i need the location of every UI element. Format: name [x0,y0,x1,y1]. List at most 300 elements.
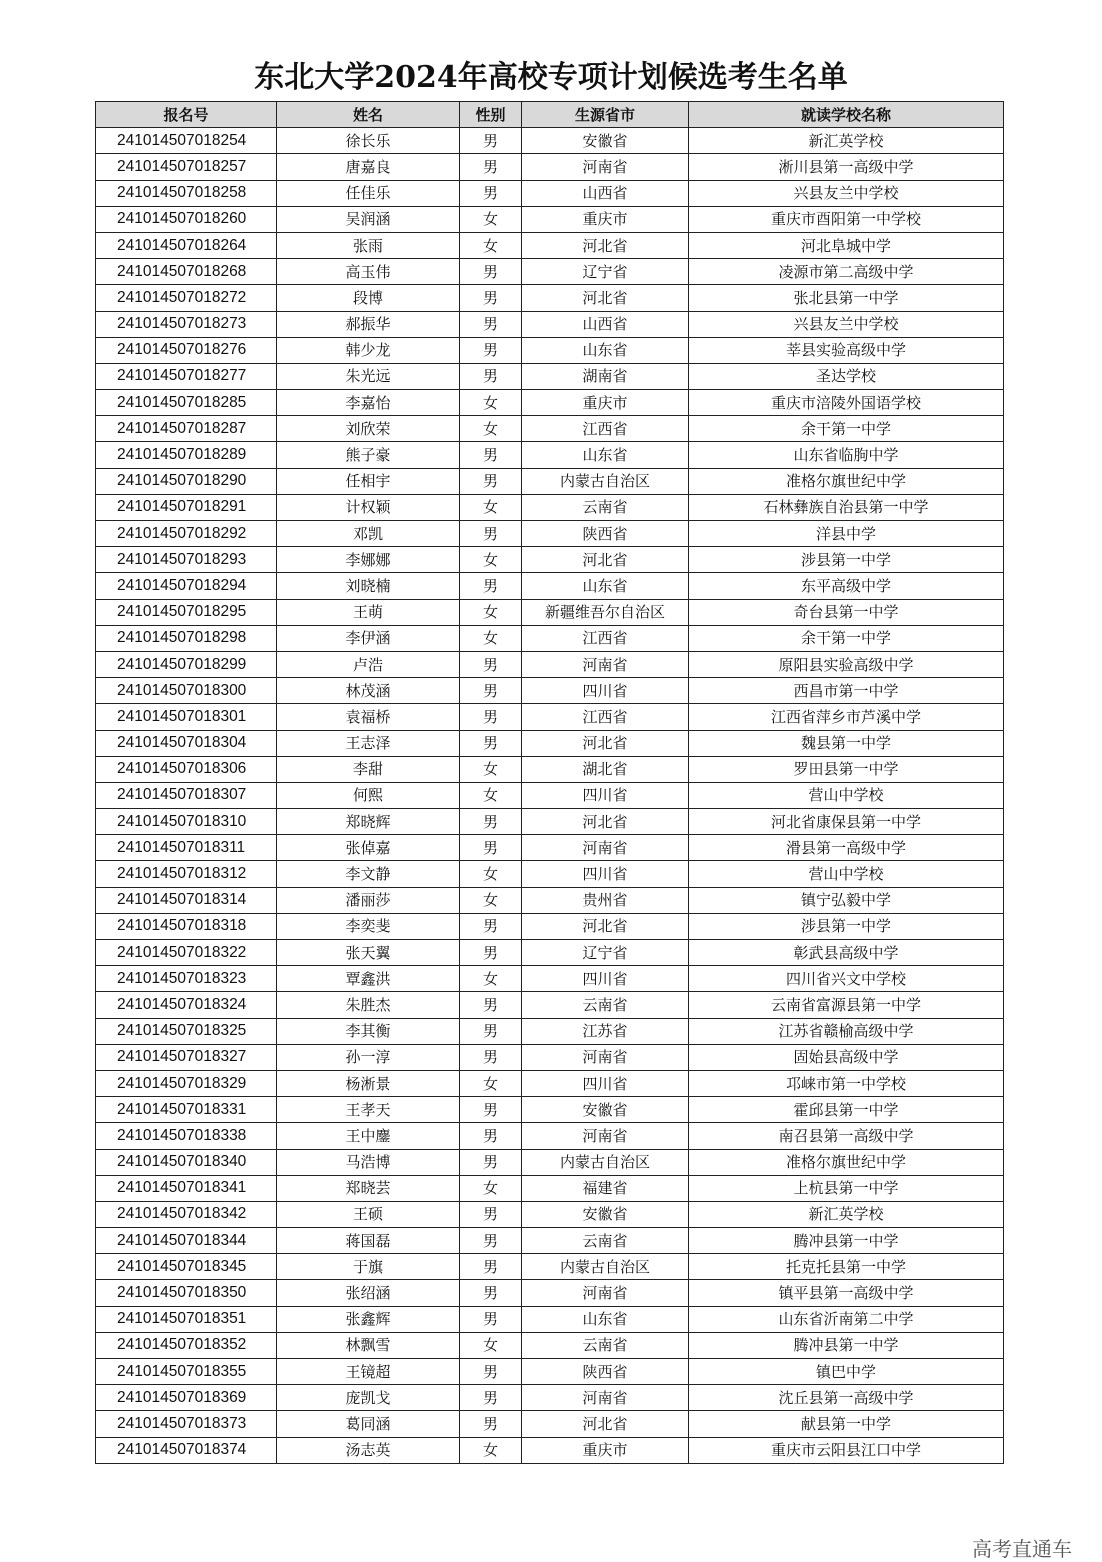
table-row [96,756,1004,782]
table-row [96,180,1004,206]
table-row [96,206,1004,232]
name-cell: 庞凯戈 [277,1385,460,1411]
registration-number-cell: 241014507018264 [96,232,277,258]
school-cell: 准格尔旗世纪中学 [689,468,1004,494]
school-cell: 重庆市涪陵外国语学校 [689,390,1004,416]
province-cell: 山东省 [522,573,689,599]
name-cell: 计权颖 [277,494,460,520]
province-cell: 河南省 [522,154,689,180]
province-cell: 四川省 [522,678,689,704]
gender-cell: 男 [460,363,522,389]
school-cell: 江西省萍乡市芦溪中学 [689,704,1004,730]
name-cell: 任相宇 [277,468,460,494]
registration-number-cell: 241014507018273 [96,311,277,337]
table-row [96,1070,1004,1096]
province-cell: 四川省 [522,861,689,887]
registration-number-cell: 241014507018338 [96,1123,277,1149]
page-title: 东北大学2024年高校专项计划候选考生名单 [254,60,848,95]
name-cell: 王中鏖 [277,1123,460,1149]
table-row [96,468,1004,494]
gender-cell: 男 [460,521,522,547]
gender-cell: 女 [460,206,522,232]
gender-cell: 女 [460,416,522,442]
school-cell: 张北县第一中学 [689,285,1004,311]
gender-cell: 女 [460,390,522,416]
province-cell: 安徽省 [522,128,689,154]
gender-cell: 男 [460,573,522,599]
name-cell: 郑晓芸 [277,1175,460,1201]
gender-cell: 女 [460,1437,522,1463]
name-cell: 覃鑫洪 [277,966,460,992]
gender-cell: 男 [460,678,522,704]
province-cell: 湖南省 [522,363,689,389]
name-cell: 李文静 [277,861,460,887]
table-row [96,625,1004,651]
name-cell: 李伊涵 [277,625,460,651]
gender-cell: 女 [460,861,522,887]
registration-number-cell: 241014507018301 [96,704,277,730]
registration-number-cell: 241014507018289 [96,442,277,468]
gender-cell: 男 [460,730,522,756]
gender-cell: 男 [460,940,522,966]
name-cell: 刘欣荣 [277,416,460,442]
registration-number-cell: 241014507018276 [96,337,277,363]
name-cell: 李甜 [277,756,460,782]
table-row [96,494,1004,520]
name-cell: 王志泽 [277,730,460,756]
table-row [96,1254,1004,1280]
name-cell: 朱光远 [277,363,460,389]
name-cell: 李其衡 [277,1018,460,1044]
registration-number-cell: 241014507018314 [96,887,277,913]
province-cell: 贵州省 [522,887,689,913]
name-cell: 张雨 [277,232,460,258]
school-cell: 东平高级中学 [689,573,1004,599]
school-cell: 献县第一中学 [689,1411,1004,1437]
table-row [96,1385,1004,1411]
name-cell: 林飘雪 [277,1332,460,1358]
province-cell: 内蒙古自治区 [522,468,689,494]
gender-cell: 男 [460,285,522,311]
registration-number-cell: 241014507018374 [96,1437,277,1463]
school-cell: 兴县友兰中学校 [689,311,1004,337]
school-cell: 西昌市第一中学 [689,678,1004,704]
name-cell: 孙一淳 [277,1044,460,1070]
table-row [96,337,1004,363]
gender-cell: 女 [460,625,522,651]
school-cell: 石林彝族自治县第一中学 [689,494,1004,520]
province-cell: 河北省 [522,285,689,311]
table-header-row [96,102,1004,128]
name-cell: 王硕 [277,1201,460,1227]
province-cell: 辽宁省 [522,940,689,966]
province-cell: 内蒙古自治区 [522,1149,689,1175]
province-cell: 河北省 [522,730,689,756]
name-cell: 任佳乐 [277,180,460,206]
registration-number-cell: 241014507018327 [96,1044,277,1070]
name-cell: 郝振华 [277,311,460,337]
registration-number-cell: 241014507018329 [96,1070,277,1096]
province-cell: 重庆市 [522,206,689,232]
gender-cell: 男 [460,1359,522,1385]
name-cell: 王萌 [277,599,460,625]
name-cell: 李奕斐 [277,913,460,939]
gender-cell: 女 [460,232,522,258]
table-row [96,1228,1004,1254]
registration-number-cell: 241014507018341 [96,1175,277,1201]
province-cell: 江西省 [522,416,689,442]
province-cell: 福建省 [522,1175,689,1201]
name-cell: 刘晓楠 [277,573,460,599]
gender-cell: 男 [460,1228,522,1254]
header-name: 姓名 [277,102,460,128]
province-cell: 四川省 [522,966,689,992]
gender-cell: 男 [460,1385,522,1411]
table-row [96,547,1004,573]
province-cell: 四川省 [522,1070,689,1096]
school-cell: 镇巴中学 [689,1359,1004,1385]
province-cell: 云南省 [522,1332,689,1358]
registration-number-cell: 241014507018369 [96,1385,277,1411]
province-cell: 山西省 [522,180,689,206]
gender-cell: 男 [460,1280,522,1306]
table-row [96,704,1004,730]
gender-cell: 女 [460,1332,522,1358]
table-row [96,1359,1004,1385]
table-row [96,651,1004,677]
gender-cell: 男 [460,259,522,285]
gender-cell: 男 [460,1123,522,1149]
name-cell: 林茂涵 [277,678,460,704]
province-cell: 云南省 [522,494,689,520]
table-row [96,835,1004,861]
school-cell: 云南省富源县第一中学 [689,992,1004,1018]
school-cell: 重庆市酉阳第一中学校 [689,206,1004,232]
registration-number-cell: 241014507018300 [96,678,277,704]
school-cell: 江苏省赣榆高级中学 [689,1018,1004,1044]
name-cell: 郑晓辉 [277,809,460,835]
name-cell: 高玉伟 [277,259,460,285]
school-cell: 腾冲县第一中学 [689,1228,1004,1254]
registration-number-cell: 241014507018272 [96,285,277,311]
registration-number-cell: 241014507018285 [96,390,277,416]
registration-number-cell: 241014507018373 [96,1411,277,1437]
province-cell: 河南省 [522,1280,689,1306]
name-cell: 杨淅景 [277,1070,460,1096]
registration-number-cell: 241014507018257 [96,154,277,180]
registration-number-cell: 241014507018352 [96,1332,277,1358]
gender-cell: 男 [460,1411,522,1437]
registration-number-cell: 241014507018318 [96,913,277,939]
registration-number-cell: 241014507018345 [96,1254,277,1280]
gender-cell: 男 [460,835,522,861]
registration-number-cell: 241014507018310 [96,809,277,835]
province-cell: 河南省 [522,651,689,677]
province-cell: 河北省 [522,809,689,835]
registration-number-cell: 241014507018290 [96,468,277,494]
table-row [96,887,1004,913]
name-cell: 张鑫辉 [277,1306,460,1332]
table-row [96,1437,1004,1463]
gender-cell: 男 [460,468,522,494]
table-row [96,1411,1004,1437]
table-row [96,1175,1004,1201]
province-cell: 安徽省 [522,1201,689,1227]
province-cell: 河北省 [522,1411,689,1437]
gender-cell: 男 [460,337,522,363]
table-row [96,992,1004,1018]
province-cell: 河北省 [522,547,689,573]
name-cell: 卢浩 [277,651,460,677]
registration-number-cell: 241014507018287 [96,416,277,442]
table-row [96,1123,1004,1149]
name-cell: 张倬嘉 [277,835,460,861]
gender-cell: 女 [460,756,522,782]
table-row [96,442,1004,468]
school-cell: 固始县高级中学 [689,1044,1004,1070]
name-cell: 徐长乐 [277,128,460,154]
registration-number-cell: 241014507018299 [96,651,277,677]
table-row [96,390,1004,416]
table-body [96,128,1004,1464]
registration-number-cell: 241014507018307 [96,782,277,808]
school-cell: 镇宁弘毅中学 [689,887,1004,913]
province-cell: 重庆市 [522,1437,689,1463]
school-cell: 魏县第一中学 [689,730,1004,756]
province-cell: 四川省 [522,782,689,808]
table-row [96,1280,1004,1306]
watermark: 高考直通车 [972,1537,1072,1561]
registration-number-cell: 241014507018306 [96,756,277,782]
province-cell: 山东省 [522,442,689,468]
province-cell: 云南省 [522,992,689,1018]
school-cell: 余干第一中学 [689,416,1004,442]
gender-cell: 男 [460,651,522,677]
school-cell: 四川省兴文中学校 [689,966,1004,992]
school-cell: 南召县第一高级中学 [689,1123,1004,1149]
province-cell: 陕西省 [522,1359,689,1385]
table-row [96,573,1004,599]
province-cell: 江西省 [522,704,689,730]
gender-cell: 男 [460,1044,522,1070]
name-cell: 汤志英 [277,1437,460,1463]
school-cell: 营山中学校 [689,861,1004,887]
registration-number-cell: 241014507018322 [96,940,277,966]
name-cell: 熊子豪 [277,442,460,468]
table-row [96,1332,1004,1358]
gender-cell: 男 [460,1018,522,1044]
name-cell: 吴润涵 [277,206,460,232]
name-cell: 李娜娜 [277,547,460,573]
table-row [96,232,1004,258]
table-row [96,1201,1004,1227]
province-cell: 云南省 [522,1228,689,1254]
registration-number-cell: 241014507018312 [96,861,277,887]
name-cell: 袁福桥 [277,704,460,730]
table-row [96,1097,1004,1123]
name-cell: 王孝天 [277,1097,460,1123]
province-cell: 山西省 [522,311,689,337]
registration-number-cell: 241014507018304 [96,730,277,756]
table-row [96,1306,1004,1332]
header-registration-number: 报名号 [96,102,277,128]
table-row [96,782,1004,808]
name-cell: 马浩博 [277,1149,460,1175]
name-cell: 王镜超 [277,1359,460,1385]
gender-cell: 女 [460,1175,522,1201]
school-cell: 托克托县第一中学 [689,1254,1004,1280]
table-row [96,861,1004,887]
table-row [96,1018,1004,1044]
gender-cell: 男 [460,913,522,939]
province-cell: 湖北省 [522,756,689,782]
school-cell: 邛崃市第一中学校 [689,1070,1004,1096]
gender-cell: 男 [460,128,522,154]
registration-number-cell: 241014507018294 [96,573,277,599]
school-cell: 腾冲县第一中学 [689,1332,1004,1358]
registration-number-cell: 241014507018325 [96,1018,277,1044]
candidate-table [95,101,1004,1464]
gender-cell: 女 [460,1070,522,1096]
province-cell: 陕西省 [522,521,689,547]
province-cell: 河南省 [522,1044,689,1070]
school-cell: 涉县第一中学 [689,913,1004,939]
registration-number-cell: 241014507018324 [96,992,277,1018]
table-row [96,416,1004,442]
table-row [96,521,1004,547]
name-cell: 唐嘉良 [277,154,460,180]
registration-number-cell: 241014507018340 [96,1149,277,1175]
school-cell: 彰武县高级中学 [689,940,1004,966]
province-cell: 内蒙古自治区 [522,1254,689,1280]
gender-cell: 女 [460,966,522,992]
province-cell: 山东省 [522,1306,689,1332]
name-cell: 朱胜杰 [277,992,460,1018]
registration-number-cell: 241014507018291 [96,494,277,520]
table-row [96,363,1004,389]
registration-number-cell: 241014507018331 [96,1097,277,1123]
registration-number-cell: 241014507018323 [96,966,277,992]
school-cell: 新汇英学校 [689,1201,1004,1227]
name-cell: 何熙 [277,782,460,808]
school-cell: 涉县第一中学 [689,547,1004,573]
name-cell: 韩少龙 [277,337,460,363]
registration-number-cell: 241014507018258 [96,180,277,206]
name-cell: 邓凯 [277,521,460,547]
school-cell: 准格尔旗世纪中学 [689,1149,1004,1175]
registration-number-cell: 241014507018268 [96,259,277,285]
name-cell: 葛同涵 [277,1411,460,1437]
table-row [96,154,1004,180]
school-cell: 滑县第一高级中学 [689,835,1004,861]
school-cell: 霍邱县第一中学 [689,1097,1004,1123]
province-cell: 河北省 [522,232,689,258]
table-row [96,966,1004,992]
gender-cell: 男 [460,1306,522,1332]
gender-cell: 男 [460,442,522,468]
name-cell: 张天翼 [277,940,460,966]
school-cell: 上杭县第一中学 [689,1175,1004,1201]
school-cell: 莘县实验高级中学 [689,337,1004,363]
school-cell: 圣达学校 [689,363,1004,389]
gender-cell: 男 [460,809,522,835]
table-row [96,809,1004,835]
registration-number-cell: 241014507018277 [96,363,277,389]
name-cell: 潘丽莎 [277,887,460,913]
province-cell: 安徽省 [522,1097,689,1123]
registration-number-cell: 241014507018350 [96,1280,277,1306]
registration-number-cell: 241014507018260 [96,206,277,232]
table-row [96,259,1004,285]
table-row [96,285,1004,311]
gender-cell: 女 [460,599,522,625]
registration-number-cell: 241014507018355 [96,1359,277,1385]
school-cell: 新汇英学校 [689,128,1004,154]
school-cell: 奇台县第一中学 [689,599,1004,625]
province-cell: 山东省 [522,337,689,363]
registration-number-cell: 241014507018292 [96,521,277,547]
gender-cell: 男 [460,154,522,180]
gender-cell: 女 [460,547,522,573]
province-cell: 河南省 [522,835,689,861]
registration-number-cell: 241014507018342 [96,1201,277,1227]
school-cell: 山东省沂南第二中学 [689,1306,1004,1332]
school-cell: 重庆市云阳县江口中学 [689,1437,1004,1463]
school-cell: 洋县中学 [689,521,1004,547]
province-cell: 河北省 [522,913,689,939]
province-cell: 江西省 [522,625,689,651]
name-cell: 段博 [277,285,460,311]
school-cell: 营山中学校 [689,782,1004,808]
table-row [96,599,1004,625]
header-gender: 性别 [460,102,522,128]
province-cell: 重庆市 [522,390,689,416]
table-row [96,1044,1004,1070]
school-cell: 余干第一中学 [689,625,1004,651]
table-row [96,311,1004,337]
header-school: 就读学校名称 [689,102,1004,128]
registration-number-cell: 241014507018295 [96,599,277,625]
province-cell: 辽宁省 [522,259,689,285]
school-cell: 山东省临朐中学 [689,442,1004,468]
gender-cell: 男 [460,704,522,730]
registration-number-cell: 241014507018254 [96,128,277,154]
province-cell: 江苏省 [522,1018,689,1044]
name-cell: 张绍涵 [277,1280,460,1306]
gender-cell: 男 [460,311,522,337]
school-cell: 罗田县第一中学 [689,756,1004,782]
school-cell: 河北阜城中学 [689,232,1004,258]
school-cell: 沈丘县第一高级中学 [689,1385,1004,1411]
table-row [96,128,1004,154]
table-row [96,678,1004,704]
province-cell: 河南省 [522,1385,689,1411]
registration-number-cell: 241014507018311 [96,835,277,861]
school-cell: 河北省康保县第一中学 [689,809,1004,835]
registration-number-cell: 241014507018298 [96,625,277,651]
school-cell: 淅川县第一高级中学 [689,154,1004,180]
table-row [96,913,1004,939]
province-cell: 河南省 [522,1123,689,1149]
gender-cell: 男 [460,180,522,206]
gender-cell: 女 [460,494,522,520]
name-cell: 李嘉怡 [277,390,460,416]
registration-number-cell: 241014507018351 [96,1306,277,1332]
name-cell: 蒋国磊 [277,1228,460,1254]
school-cell: 原阳县实验高级中学 [689,651,1004,677]
table-row [96,1149,1004,1175]
province-cell: 新疆维吾尔自治区 [522,599,689,625]
